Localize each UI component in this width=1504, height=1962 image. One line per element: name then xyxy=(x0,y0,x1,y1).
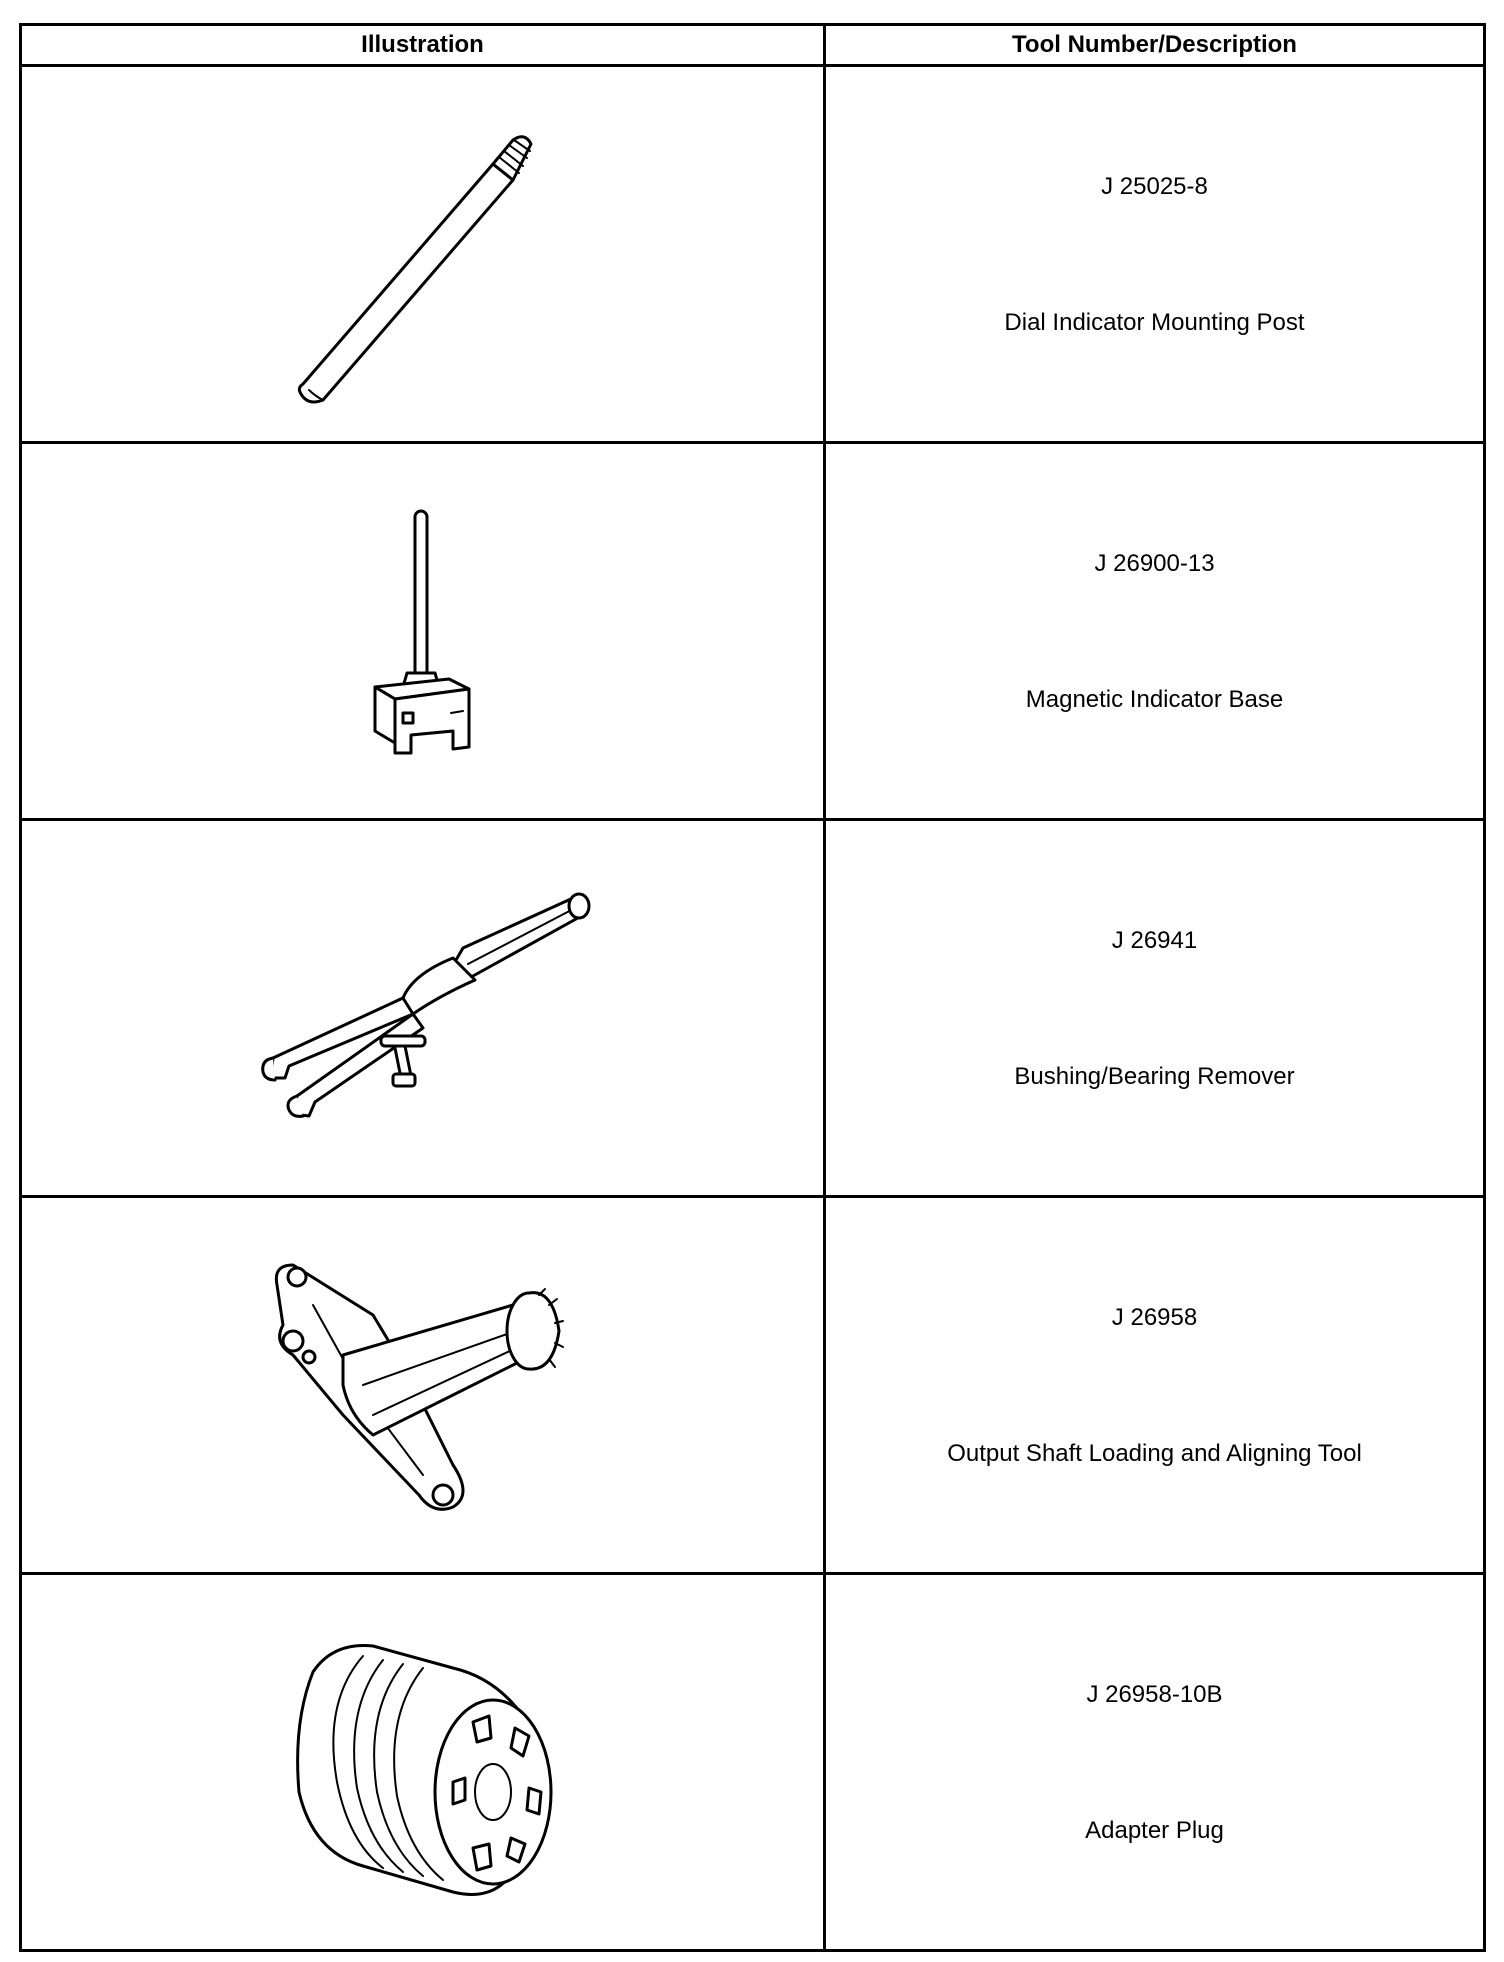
tool-info-cell xyxy=(825,66,1485,443)
tool-number: J 26958 xyxy=(1111,1304,1198,1331)
tool-number: J 26900-13 xyxy=(1094,550,1215,577)
table-row xyxy=(21,1574,1485,1951)
tool-description: Bushing/Bearing Remover xyxy=(1014,1063,1295,1090)
adapter-plug-illustration xyxy=(253,1612,593,1912)
output-shaft-loading-tool-illustration xyxy=(253,1245,593,1525)
tool-description: Adapter Plug xyxy=(1085,1817,1224,1844)
bushing-bearing-remover-illustration xyxy=(253,888,593,1128)
tool-info-cell xyxy=(825,443,1485,820)
tool-description: Dial Indicator Mounting Post xyxy=(1004,309,1305,336)
illustration-cell xyxy=(21,443,825,820)
illustration-cell xyxy=(21,1574,825,1951)
table-header-row xyxy=(21,25,1485,66)
table-row xyxy=(21,1197,1485,1574)
illustration-cell xyxy=(21,1197,825,1574)
header-illustration: Illustration xyxy=(21,25,825,66)
tool-info-cell xyxy=(825,1197,1485,1574)
special-tools-table xyxy=(19,23,1486,1952)
tool-number: J 25025-8 xyxy=(1101,173,1208,200)
table-row xyxy=(21,820,1485,1197)
tool-description: Magnetic Indicator Base xyxy=(1025,686,1284,713)
tool-number: J 26958-10B xyxy=(1086,1681,1223,1708)
magnetic-indicator-base-illustration xyxy=(353,491,493,771)
tool-description: Output Shaft Loading and Aligning Tool xyxy=(947,1440,1362,1467)
illustration-cell xyxy=(21,820,825,1197)
header-tool-number-description: Tool Number/Description xyxy=(825,25,1485,66)
tool-number: J 26941 xyxy=(1111,927,1198,954)
dial-indicator-mounting-post-illustration xyxy=(263,94,583,414)
tool-info-cell xyxy=(825,820,1485,1197)
table-row xyxy=(21,443,1485,820)
tool-info-cell xyxy=(825,1574,1485,1951)
table-row xyxy=(21,66,1485,443)
illustration-cell xyxy=(21,66,825,443)
